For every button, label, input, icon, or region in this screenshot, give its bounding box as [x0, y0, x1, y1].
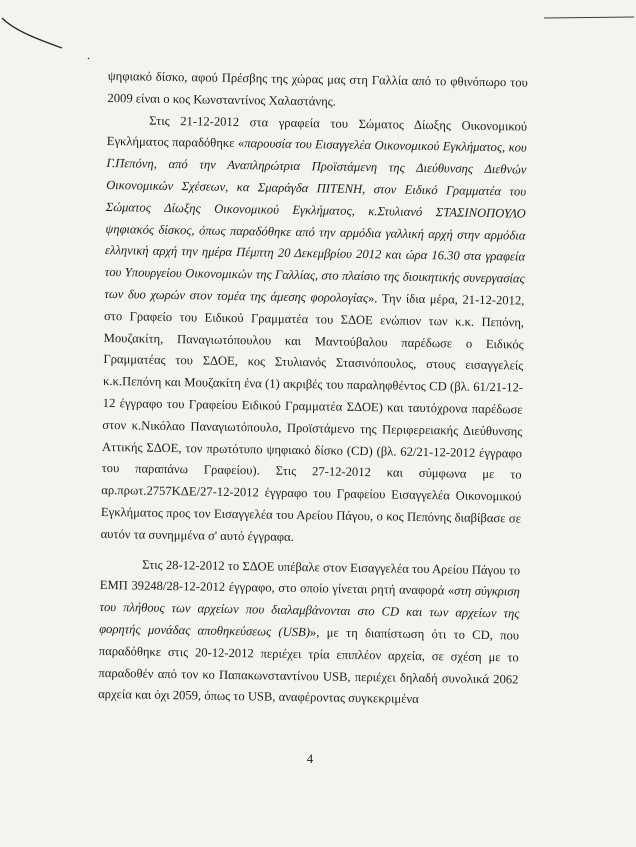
paragraph-text: ». Την ίδια μέρα, 21-12-2012, στο Γραφείο του Ειδικού Γραμματέα του ΣΔΟΕ ενώπιον των κ.κ. Πεπόνη, Μουζακίτη, Παναγιωτόπουλου και Μαντούβαλου παρέδωσε ο Ειδικός Γραμματέας του ΣΔΟΕ, κος Στυλιανός Στασινόπουλος, στους εισαγγελείς κ.κ.Πεπόνη και Μουζακίτη ένα (1) ακριβές του παραληφθέντος CD (βλ. 61/21-12-12 έγγραφο του Γραφείου Ειδικού Γραμματέα ΣΔΟΕ) και ταυτόχρονα παρέδωσε στον κ.Νικόλαο Παναγιωτόπουλο, Προϊστάμενο της Περιφερειακής Διεύθυνσης Αττικής ΣΔΟΕ, τον πρωτότυπο ψηφιακό δίσκο (CD) (βλ. 62/21-12-2012 έγγραφο του παραπάνω Γραφείου). Στις 27-12-2012 και σύμφωνα με το αρ.πρωτ.2757ΚΔΕ/27-12-2012 έγγραφο του Γραφείου Εισαγγελέα Οικονομικού Εγκλήματος προς τον Εισαγγελέα του Αρείου Πάγου, ο κος Πεπόνης διαβίβασε σε αυτόν τα συνημμένα σ' αυτό έγγραφα.	[100, 291, 525, 544]
scan-mark-top-right	[540, 10, 636, 24]
paragraph-text: ψηφιακό δίσκο, αφού Πρέσβης της χώρας μας στη Γαλλία από το φθινόπωρο του 2009 είναι ο κος Κωνσταντίνος Χαλαστάνης.	[107, 68, 528, 109]
paragraph	[107, 66, 528, 116]
scan-mark-top-left	[0, 0, 90, 60]
italic-quote-text: στη σύγκριση του πλήθους των αρχείων που διαλαμβάνονται στο CD και των αρχείων της φορητής μονάδας αποθηκεύσεως (USB)	[99, 583, 520, 640]
paragraph-text: Στις 21-12-2012 στα γραφεία του Σώματος Δίωξης Οικονομικού Εγκλήματος παραδόθηκε «	[106, 113, 528, 151]
italic-quote-text: παρουσία του Εισαγγελέα Οικονομικού Εγκλήματος, κου Γ.Πεπόνη, από την Αναπληρώτρια Προϊστάμενη της Διεύθυνσης Διεθνών Οικονομικών Σχέσεων, κα Σμαράγδα ΠΙΤΕΝΗ, στον Ειδικό Γραμματέα του Σώματος Δίωξης Οικονομικού Εγκλήματος, κ.Στυλιανό ΣΤΑΣΙΝΟΠΟΥΛΟ ψηφιακός δίσκος, όπως παραδόθηκε από την αρμόδια γαλλική αρχή στην αρμόδια ελληνική αρχή την ημέρα Πέμπτη 20 Δεκεμβρίου 2012 και ώρα 16.30 στα γραφεία του Υπουργείου Οικονομικών της Γαλλίας, στο πλαίσιο της διοικητικής συνεργασίας των δυο χωρών στον τομέα της άμεσης φορολογίας	[104, 136, 527, 306]
document-body	[98, 66, 528, 713]
paragraph-text: », με τη διαπίστωση ότι το CD, που παραδόθηκε στις 20-12-2012 περιέχει τρία επιπλέον αρχεία, σε σχέση με το παραδοθέν από τον κο Παπακωνσταντίνου USB, περιέχει δηλαδή συνολικά 2062 αρχεία και όχι 2059, όπως το USB, αναφέροντας συγκεκριμένα	[98, 625, 520, 707]
paragraph-text: Στις 28-12-2012 το ΣΔΟΕ υπέβαλε στον Εισαγγελέα του Αρείου Πάγου το ΕΜΠ 39248/28-12-2012 έγγραφο, στο οποίο γίνεται ρητή αναφορά «	[99, 557, 521, 598]
page-number: 4	[306, 752, 314, 766]
paragraph	[98, 553, 520, 712]
paragraph	[100, 110, 527, 552]
